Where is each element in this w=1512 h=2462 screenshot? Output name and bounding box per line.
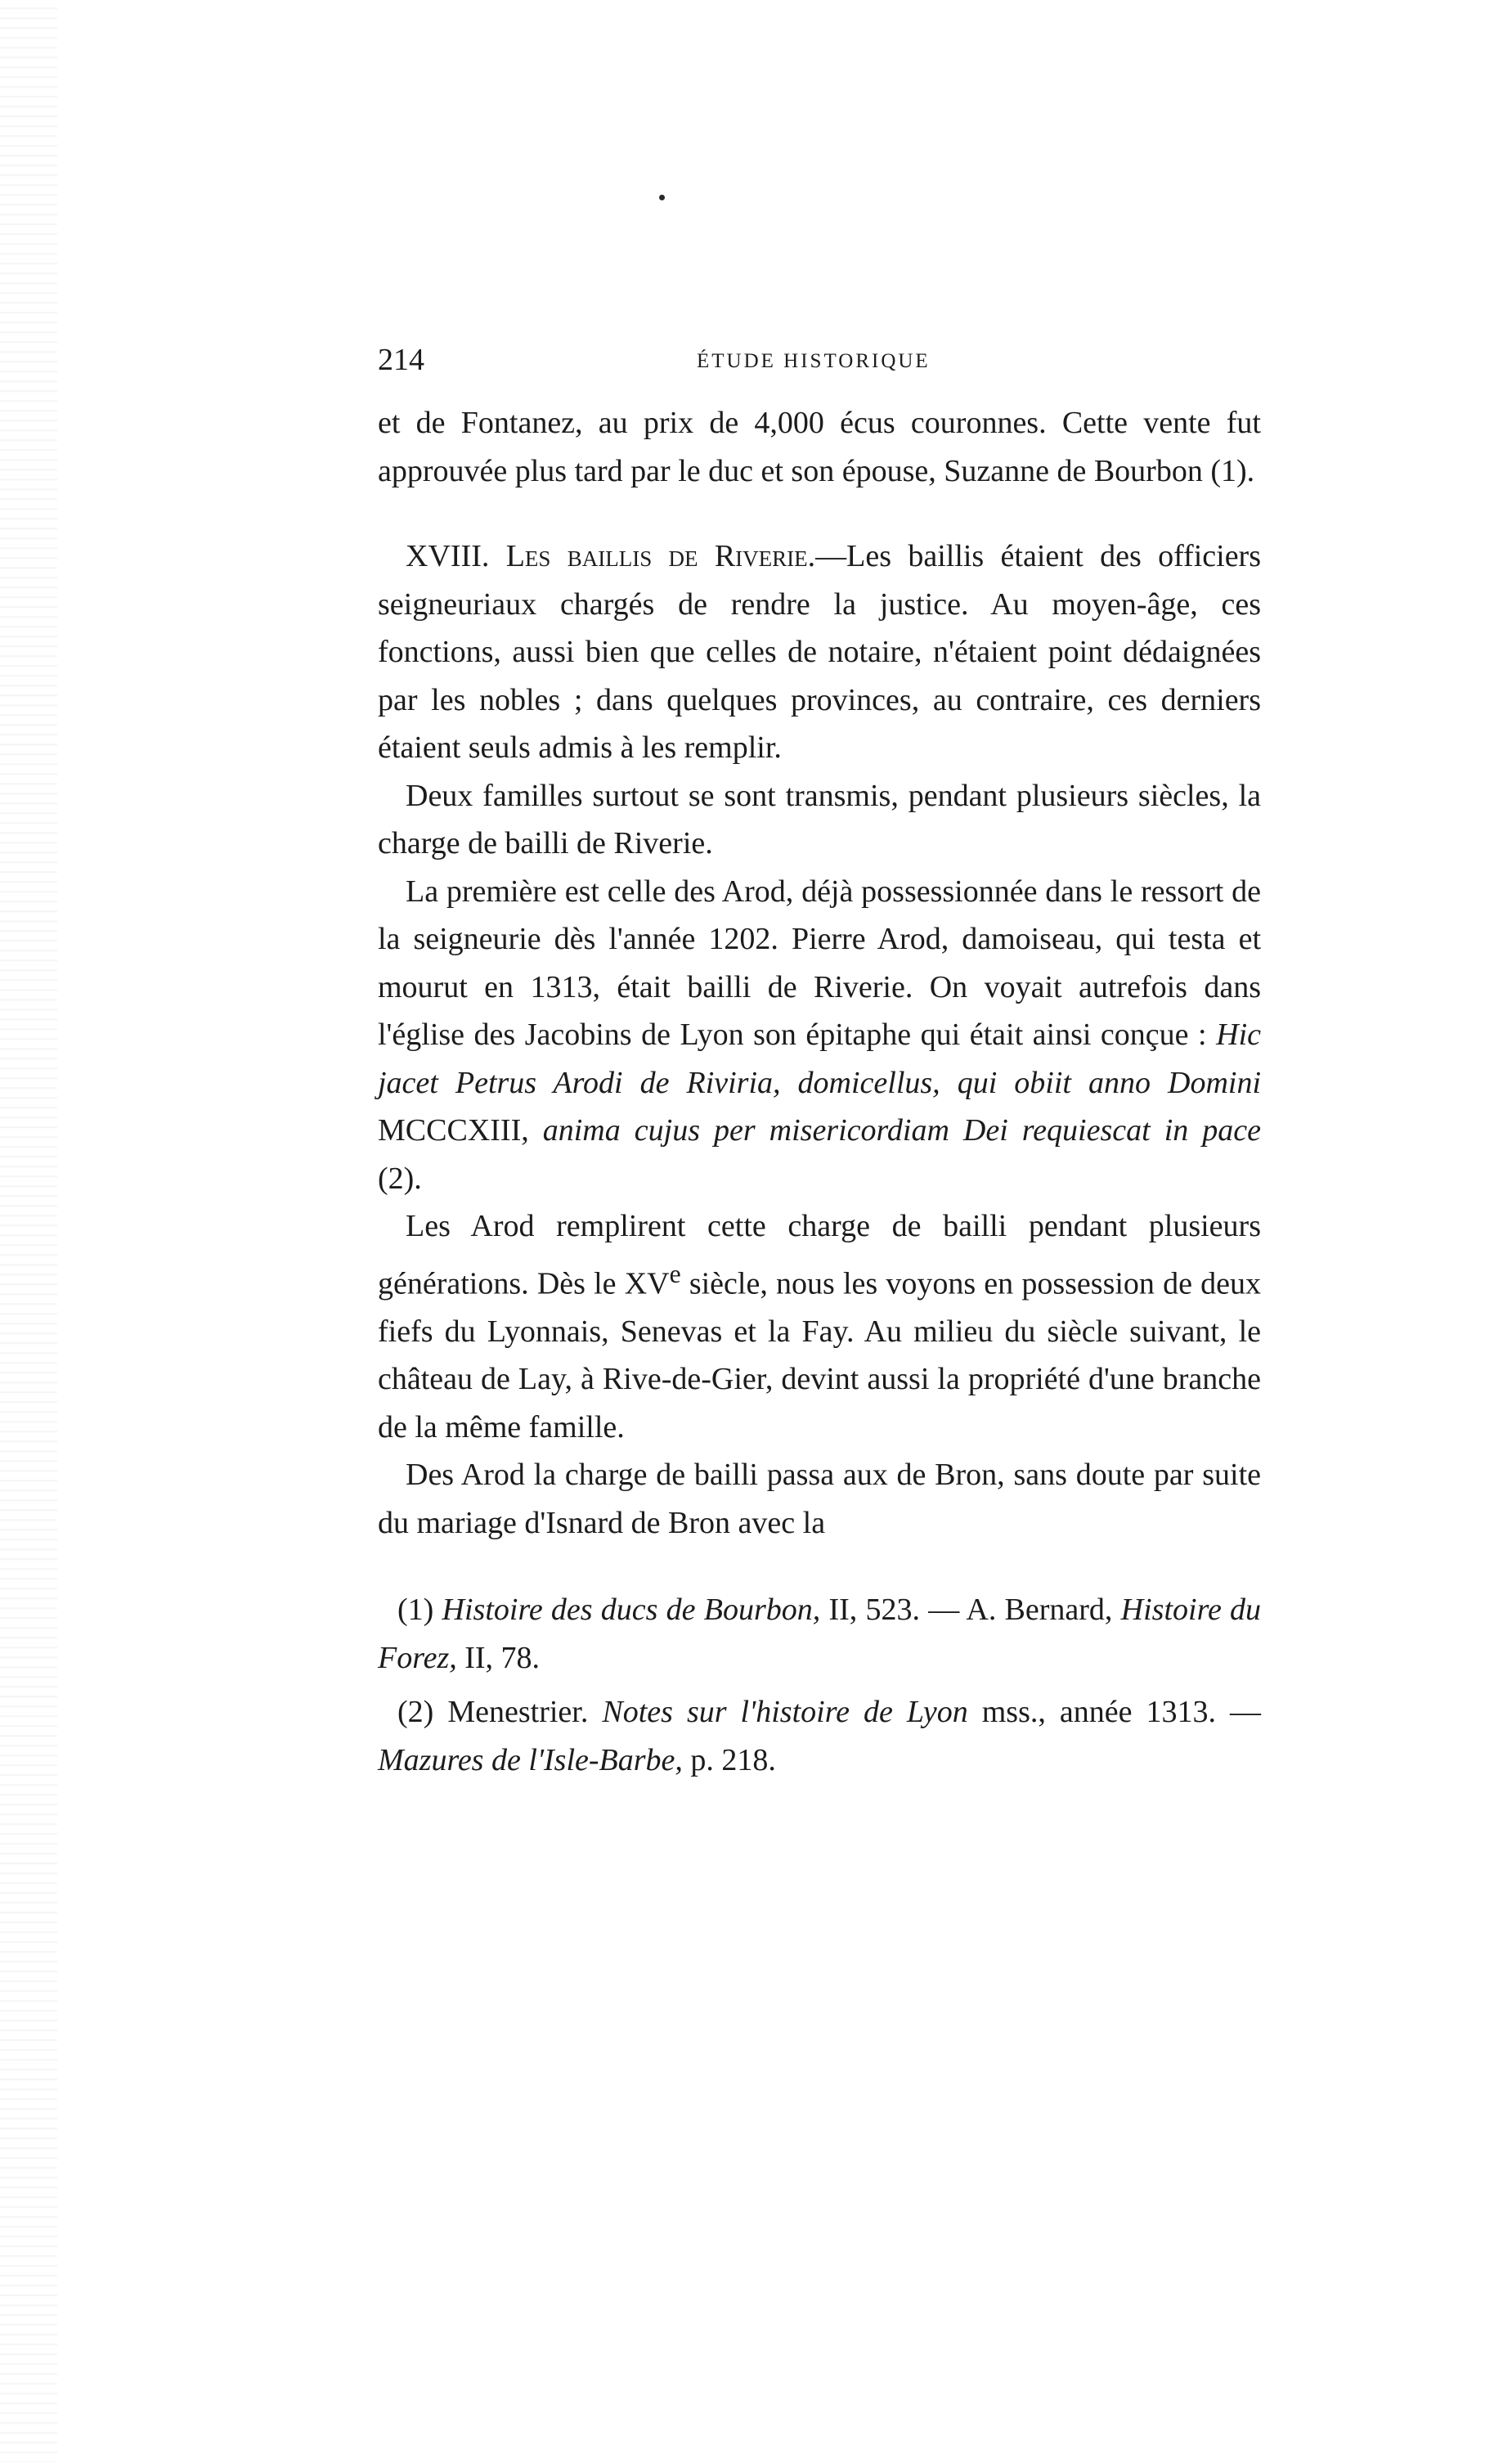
- footnote-1-title-2: Histoire du Forez,: [378, 1593, 1262, 1675]
- paragraph-3: La première est celle des Arod, déjà possessionnée dans le ressort de la seigneurie dès l'année 1202. Pierre Arod, damoiseau, qui testa et mourut en 1313, était bailli de Riverie. On voyait autrefois dans l'église des Jacobins de Lyon son épitaphe qui était ainsi conçue : Hic jacet Petrus Arodi de Riviria, domicellus, qui obiit anno Domini MCCCXIII, anima cujus per misericordiam Dei requiescat in pace (2).: [378, 874, 1261, 1196]
- ink-speck: [659, 195, 665, 200]
- paragraph-4: [378, 1202, 1261, 1451]
- footnote-2-author: Menestrier.: [447, 1695, 589, 1730]
- scan-edge-shadow: [0, 0, 57, 2462]
- footnotes: [378, 1586, 1261, 1784]
- footnote-1-title-1: Histoire des ducs de Bourbon,: [442, 1593, 821, 1628]
- page-header: [378, 342, 1261, 380]
- footnote-2-end: p. 218.: [690, 1742, 776, 1777]
- century-numeral: XV: [624, 1266, 670, 1301]
- section-text: Les baillis étaient des officiers seigneuriaux chargés de rendre la justice. Au moyen-âge, ces fonctions, aussi bien que celles de notaire, n'étaient point dédaignées par les nobles ; dans quelques provinces, au contraire, ces derniers étaient seuls admis à les remplir.: [378, 539, 1262, 765]
- paragraph-2: Deux familles surtout se sont transmis, pendant plusieurs siècles, la charge de bailli de Riverie.: [378, 778, 1261, 860]
- paragraph-5: Des Arod la charge de bailli passa aux de Bron, sans doute par suite du mariage d'Isnard de Bron avec la: [378, 1458, 1261, 1540]
- paragraph-3-text: La première est celle des Arod, déjà possessionnée dans le ressort de la seigneurie dès l'année 1202. Pierre Arod, damoiseau, qui testa et mourut en 1313, était bailli de Riverie. On voyait autrefois dans l'église des Jacobins de Lyon son épitaphe qui était ainsi conçue :: [378, 874, 1261, 1052]
- epitaph-text-1: Hic jacet Petrus Arodi de Riviria, domicellus, qui obiit anno Domini: [378, 1018, 1261, 1100]
- section-title: Les baillis de Riverie.: [505, 539, 816, 573]
- epitaph-year: MCCCXIII: [378, 1113, 522, 1148]
- section-number: XVIII.: [406, 539, 490, 573]
- footnote-2-title-2: Mazures de l'Isle-Barbe,: [378, 1742, 683, 1777]
- page-number: 214: [378, 343, 424, 377]
- paragraph-section-xviii: XVIII. Les baillis de Riverie.—Les baillis étaient des officiers seigneuriaux chargés de rendre la justice. Au moyen-âge, ces fonctions, aussi bien que celles de notaire, n'étaient point dédaignées par les nobles ; dans quelques provinces, au contraire, ces derniers étaient seuls admis à les remplir.: [378, 539, 1262, 765]
- paragraph-1: et de Fontanez, au prix de 4,000 écus couronnes. Cette vente fut approuvée plus tard par le duc et son épouse, Suzanne de Bourbon (1).: [378, 406, 1261, 488]
- epitaph-ref: (2).: [378, 1161, 422, 1196]
- running-title: ÉTUDE HISTORIQUE: [697, 350, 931, 372]
- book-page: [378, 342, 1261, 1790]
- paragraph-4-text-a: Les Arod remplirent cette charge de bailli pendant plusieurs générations. Dès le: [378, 1209, 1261, 1301]
- footnote-1-end: II, 78.: [464, 1640, 541, 1675]
- epitaph-text-2: anima cujus per misericordiam Dei requiescat in pace: [542, 1113, 1261, 1148]
- footnote-2: [378, 1688, 1261, 1784]
- footnote-1-marker: (1): [397, 1593, 434, 1628]
- footnote-2-title-1: Notes sur l'histoire de Lyon: [602, 1695, 968, 1730]
- footnote-2-marker: (2): [397, 1695, 434, 1730]
- century-sup: e: [669, 1259, 681, 1288]
- paragraph-4-text-b: siècle, nous les voyons en possession de deux fiefs du Lyonnais, Senevas et la Fay. Au milieu du siècle suivant, le château de Lay, à Rive-de-Gier, devint aussi la propriété d'une branche de la même famille.: [378, 1266, 1261, 1444]
- footnote-1: [378, 1586, 1261, 1682]
- footnote-2-mid: mss., année 1313. —: [981, 1695, 1262, 1730]
- footnote-1-mid: II, 523. — A. Bernard,: [828, 1593, 1113, 1628]
